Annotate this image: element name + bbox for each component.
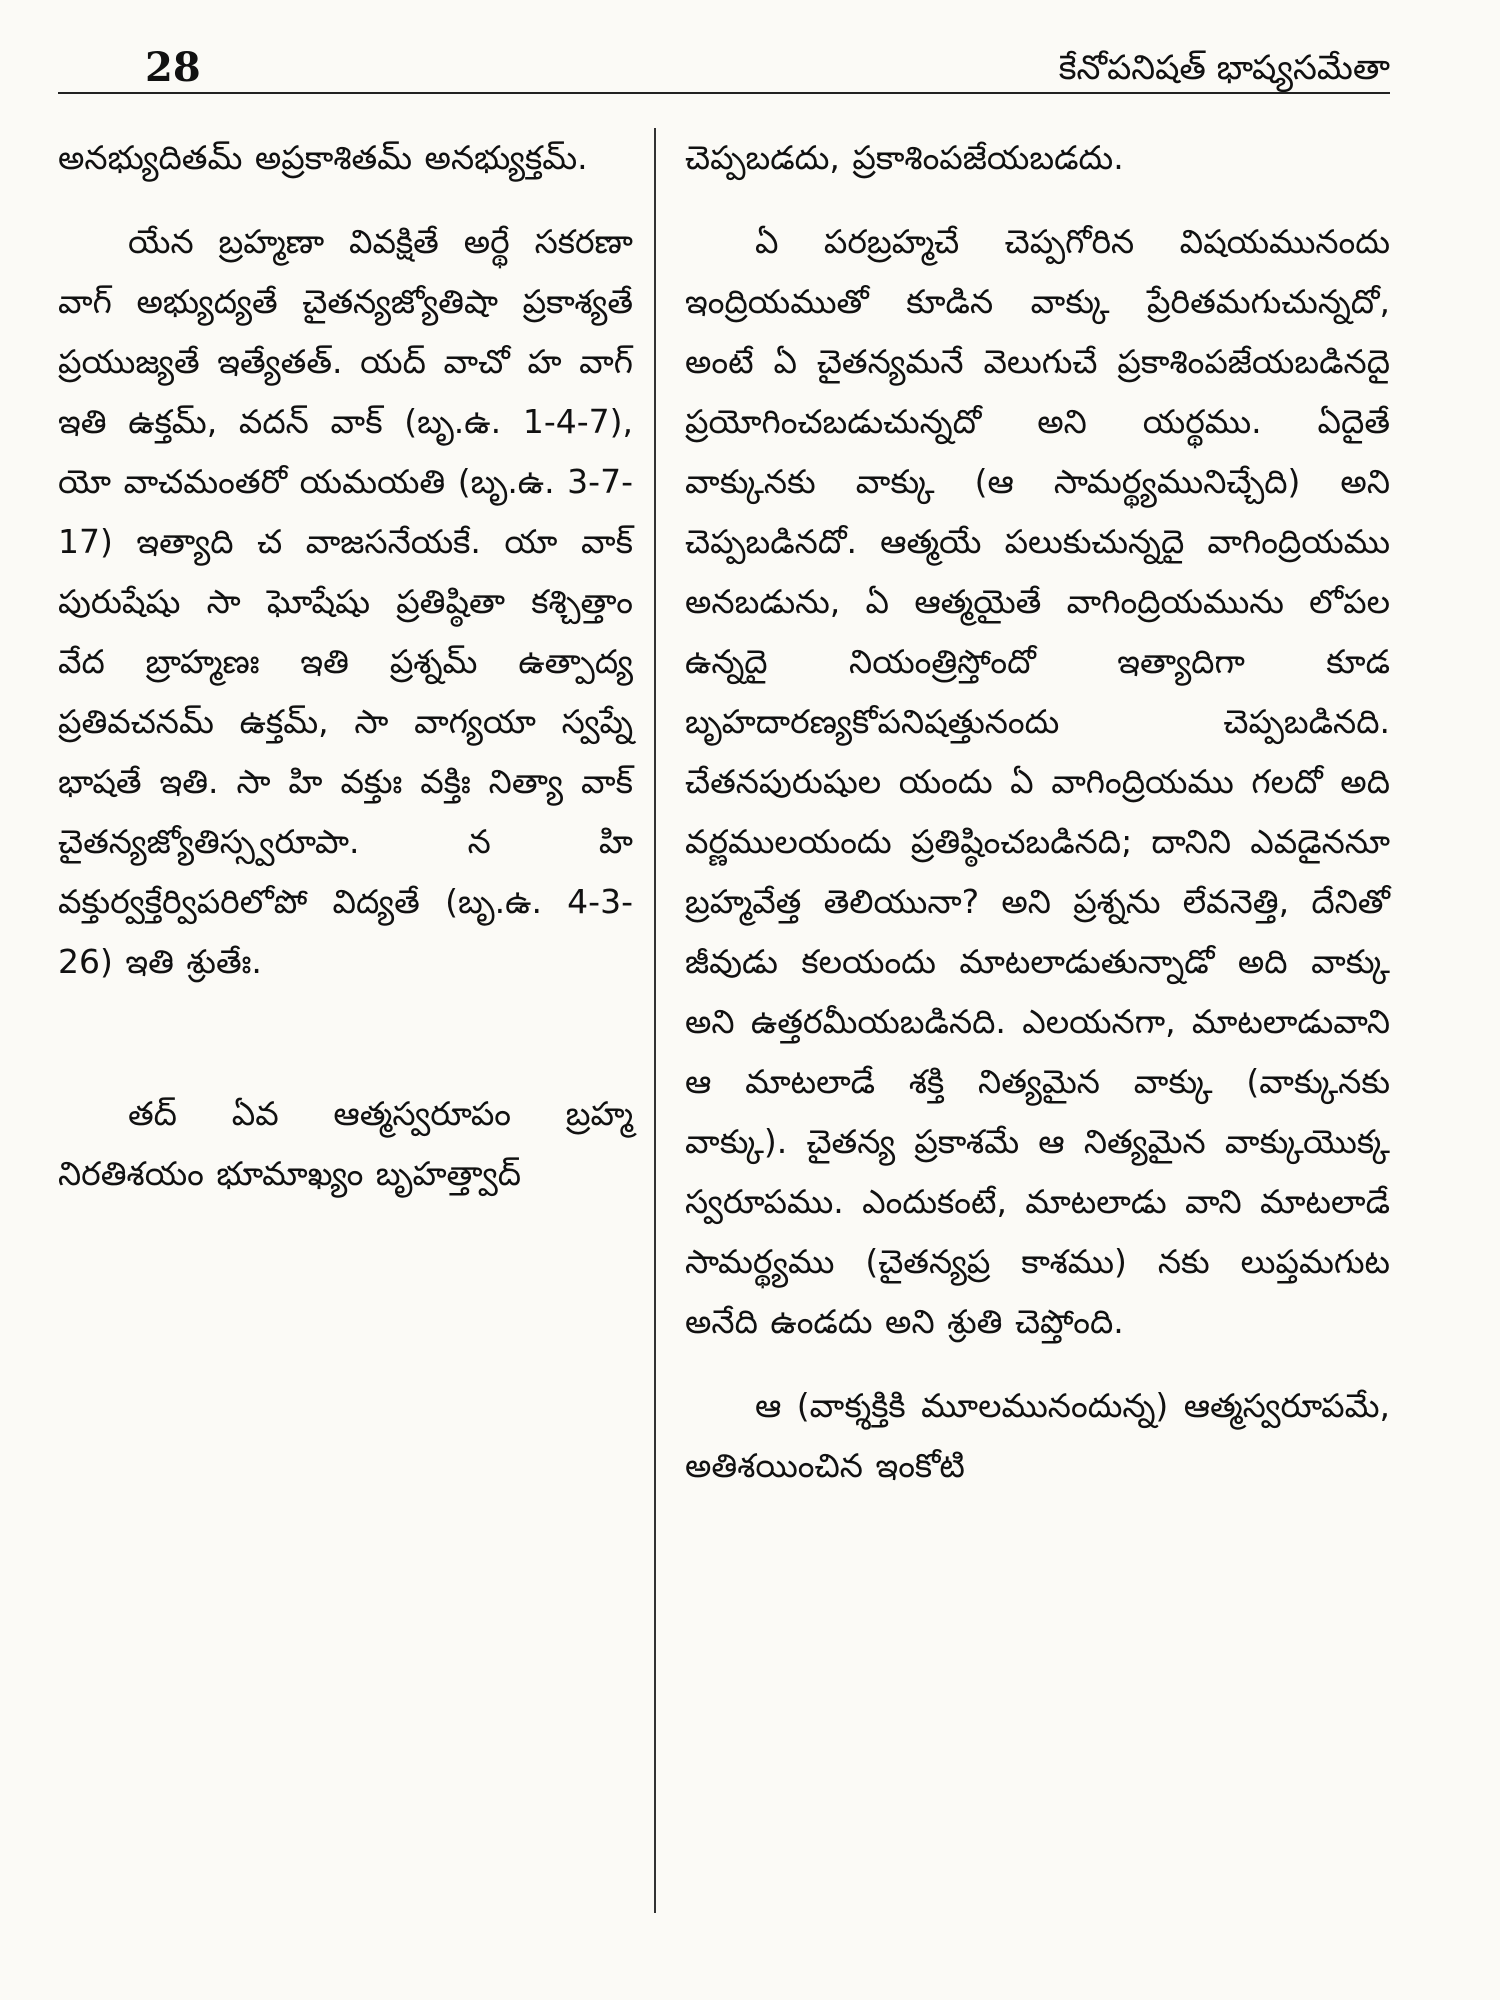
left-paragraph: యేన బ్రహ్మణా వివక్షితే అర్థే సకరణా వాగ్ అభ్యుద్యతే చైతన్యజ్యోతిషా ప్రకాశ్యతే ప్రయుజ్యతే ఇత్యేతత్. యద్ వాచో హ వాగ్ ఇతి ఉక్తమ్, వదన్ వాక్ (బృ.ఉ. 1-4-7), యో వాచమంతరో యమయతి (బృ.ఉ. 3-7-17) ఇత్యాది చ వాజసనేయకే. యా వాక్ పురుషేషు సా ఘోషేషు ప్రతిష్ఠితా కశ్చిత్తాం వేద బ్రాహ్మణః ఇతి ప్రశ్నమ్ ఉత్పాద్య ప్రతివచనమ్ ఉక్తమ్, సా వాగ్యయా స్వప్నే భాషతే ఇతి. సా హి వక్తుః వక్తిః నిత్యా వాక్ చైతన్యజ్యోతిస్స్వరూపా. న హి వక్తుర్వక్తేర్విపరిలోపో విద్యతే (బృ.ఉ. 4-3-26) ఇతి శ్రుతేః. (58, 222, 633, 981)
left-column-sanskrit-text (58, 128, 633, 1204)
right-column-telugu-translation (685, 128, 1390, 1496)
column-divider (654, 128, 656, 1913)
right-paragraph: ఏ పరబ్రహ్మచే చెప్పగోరిన విషయమునందు ఇంద్రియముతో కూడిన వాక్కు ప్రేరితమగుచున్నదో, అంటే ఏ చైతన్యమనే వెలుగుచే ప్రకాశింపజేయబడినదై ప్రయోగించబడుచున్నదో అని యర్థము. ఏదైతే వాక్కునకు వాక్కు (ఆ సామర్థ్యమునిచ్చేది) అని చెప్పబడినదో. ఆత్మయే పలుకుచున్నదై వాగింద్రియము అనబడును, ఏ ఆత్మయైతే వాగింద్రియమును లోపల ఉన్నదై నియంత్రిస్తోందో ఇత్యాదిగా కూడ బృహదారణ్యకోపనిషత్తునందు చెప్పబడినది. చేతనపురుషుల యందు ఏ వాగింద్రియము గలదో అది వర్ణములయందు ప్రతిష్ఠించబడినది; దానిని ఎవడైననూ బ్రహ్మవేత్త తెలియునా? అని ప్రశ్నను లేవనెత్తి, దేనితో జీవుడు కలయందు మాటలాడుతున్నాడో అది వాక్కు అని ఉత్తరమీయబడినది. ఎలయనగా, మాటలాడువాని ఆ మాటలాడే శక్తి నిత్యమైన వాక్కు (వాక్కునకు వాక్కు). చైతన్య ప్రకాశమే ఆ నిత్యమైన వాక్కుయొక్క స్వరూపము. ఎందుకంటే, మాటలాడు వాని మాటలాడే సామర్థ్యము (చైతన్యప్ర కాశము) నకు లుప్తమగుట అనేది ఉండదు అని శ్రుతి చెప్తోంది. (685, 222, 1390, 1341)
page-header (145, 40, 1390, 100)
left-paragraph: తద్ ఏవ ఆత్మస్వరూపం బ్రహ్మ నిరతిశయం భూమాఖ్యం బృహత్త్వాద్ (58, 1094, 633, 1193)
right-paragraph: చెప్పబడదు, ప్రకాశింపజేయబడదు. (685, 138, 1124, 177)
left-paragraph: అనభ్యుదితమ్ అప్రకాశితమ్ అనభ్యుక్తమ్. (58, 138, 588, 177)
right-paragraph: ఆ (వాక్శక్తికి మూలమునందున్న) ఆత్మస్వరూపమే, అతిశయించిన ఇంకోటి (685, 1386, 1390, 1485)
header-rule (58, 92, 1390, 94)
running-title: కేనోపనిషత్ భాష్యసమేతా (1058, 48, 1390, 88)
page-number: 28 (145, 44, 201, 91)
